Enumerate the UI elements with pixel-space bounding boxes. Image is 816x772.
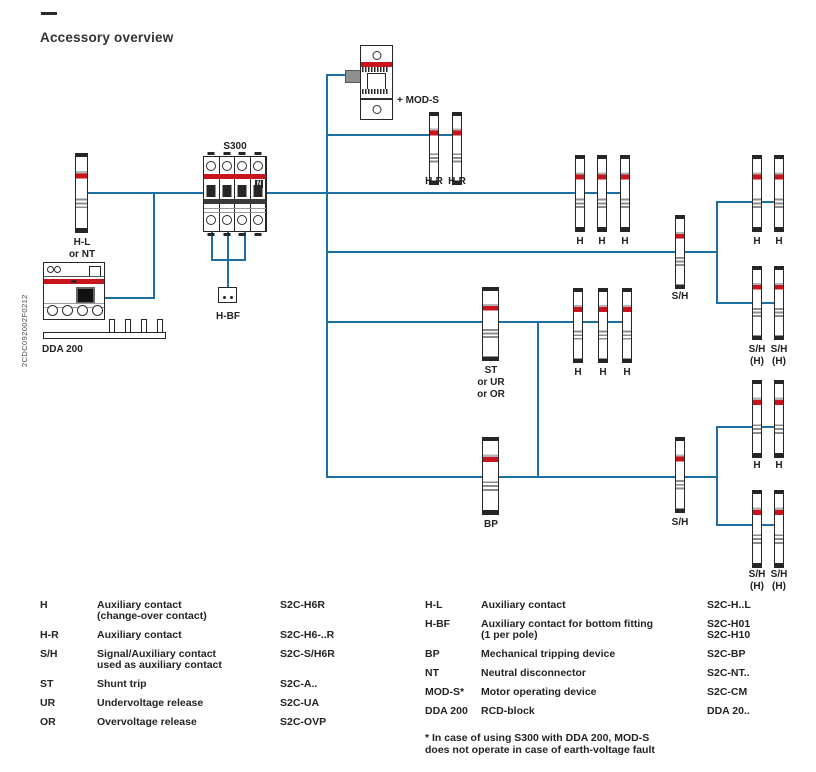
terminal-tab	[239, 233, 246, 236]
legend-code: S2C-H..L	[707, 599, 751, 611]
device-sh-label: S/H	[671, 517, 689, 528]
device-sh-strip	[752, 266, 762, 340]
device-sh-label: S/H	[770, 344, 788, 355]
s300-red-band	[204, 174, 266, 179]
device-h-strip	[774, 155, 784, 232]
device-s300-label: S300	[223, 141, 247, 152]
device-st-sublabel: or UR	[477, 377, 505, 388]
device-h-label: H	[775, 460, 783, 471]
legend-desc: Mechanical tripping device	[481, 648, 616, 660]
device-h-strip	[752, 380, 762, 458]
device-h-strip	[575, 155, 585, 232]
legend-right	[425, 600, 795, 756]
device-st-label: ST	[484, 365, 498, 376]
device-h-label: H	[753, 460, 761, 471]
legend-term: H-BF	[425, 618, 451, 630]
device-h-r-label: H-R	[425, 176, 443, 187]
device-sh-label: S/H	[748, 344, 766, 355]
terminal-tab	[208, 233, 215, 236]
s300-pole-n	[251, 157, 267, 231]
breaker-toggle	[207, 185, 216, 197]
legend-term: H-R	[40, 629, 59, 641]
legend-term: OR	[40, 716, 56, 728]
legend-desc: Auxiliary contact	[97, 599, 182, 611]
legend-desc: (1 per pole)	[481, 629, 538, 641]
terminal-tab	[239, 152, 246, 155]
legend-row	[40, 600, 405, 622]
terminal-screw-icon	[253, 161, 263, 171]
terminal-screw-icon	[237, 215, 247, 225]
terminal-screw-icon	[237, 161, 247, 171]
legend-row	[425, 687, 795, 698]
legend-code: S2C-NT..	[707, 667, 750, 679]
wire-hbf-link	[212, 232, 245, 287]
s300-neutral-marking: N	[256, 181, 262, 187]
busbar-tooth	[141, 319, 147, 333]
device-h-r-strip	[429, 112, 439, 185]
legend-left	[40, 600, 405, 736]
busbar-tooth	[109, 319, 115, 333]
legend-term: H-L	[425, 599, 443, 611]
terminal-screw-icon	[222, 161, 232, 171]
terminal-tab	[254, 152, 261, 155]
indicator-circle-icon	[54, 266, 61, 273]
contact-dot	[223, 296, 226, 299]
s300-groove	[204, 212, 266, 213]
terminal-screw-icon	[253, 215, 263, 225]
device-bp-strip	[482, 437, 499, 515]
legend-row	[425, 649, 795, 660]
legend-code: S2C-BP	[707, 648, 746, 660]
device-h-r-strip	[452, 112, 462, 185]
device-h-strip	[622, 288, 632, 363]
terminal-tab	[223, 233, 230, 236]
legend-term: MOD-S*	[425, 686, 465, 698]
wire-bracket-1	[717, 202, 778, 303]
busbar-tooth	[157, 319, 163, 333]
page-title: Accessory overview	[40, 30, 174, 45]
legend-desc: (change-over contact)	[97, 610, 207, 622]
mods-groove	[361, 98, 392, 100]
device-mod-s-label: + MOD-S	[397, 95, 439, 106]
device-h-label: H	[574, 367, 582, 378]
wire-bracket-2	[717, 427, 778, 525]
legend-code: S2C-A..	[280, 678, 318, 690]
breaker-toggle	[238, 185, 247, 197]
device-h-label: H	[621, 236, 629, 247]
wire-dda-link	[104, 194, 154, 298]
device-h-label: H	[753, 236, 761, 247]
device-st-strip	[482, 287, 499, 361]
footnote-line: * In case of using S300 with DDA 200, MOD-S	[425, 732, 650, 744]
device-h-label: H	[576, 236, 584, 247]
device-bp-label: BP	[484, 519, 498, 530]
legend-row	[40, 679, 405, 690]
dda-mark	[71, 280, 77, 283]
s300-pole-3	[235, 157, 251, 231]
dda-groove	[44, 276, 104, 277]
device-st-sublabel: or OR	[477, 389, 505, 400]
legend-term: UR	[40, 697, 56, 709]
device-h-l-label: H-L	[73, 237, 91, 248]
device-sh-strip	[774, 266, 784, 340]
device-dda200-label: DDA 200	[42, 344, 83, 355]
s300-groove	[204, 208, 266, 209]
device-dda200	[43, 262, 105, 320]
device-mod-s	[360, 45, 393, 120]
device-h-strip	[597, 155, 607, 232]
legend-code: S2C-H6R	[280, 599, 325, 611]
device-sh-label: S/H	[671, 291, 689, 302]
device-sh-sublabel: (H)	[772, 581, 786, 592]
legend-code: S2C-S/H6R	[280, 648, 335, 660]
device-sh-strip	[752, 490, 762, 568]
device-sh-label: S/H	[748, 569, 766, 580]
legend-row	[425, 600, 795, 611]
legend-row	[40, 649, 405, 671]
legend-term: DDA 200	[425, 705, 468, 717]
legend-term: H	[40, 599, 48, 611]
legend-term: BP	[425, 648, 440, 660]
device-h-bf	[218, 287, 237, 303]
device-h-r-label: H-R	[448, 176, 466, 187]
legend-code: S2C-UA	[280, 697, 320, 709]
device-h-strip	[573, 288, 583, 363]
legend-code: S2C-CM	[707, 686, 748, 698]
device-sh-sublabel: (H)	[750, 356, 764, 367]
legend-desc: Shunt trip	[97, 678, 147, 690]
legend-row	[425, 619, 795, 641]
device-h-label: H	[623, 367, 631, 378]
legend-code: S2C-H01	[707, 618, 751, 630]
legend-desc: used as auxiliary contact	[97, 659, 222, 671]
legend-row	[425, 668, 795, 679]
legend-desc: Signal/Auxiliary contact	[97, 648, 217, 660]
device-sh-strip	[774, 490, 784, 568]
breaker-toggle	[222, 185, 231, 197]
legend-code: S2C-OVP	[280, 716, 327, 728]
legend-desc: Auxiliary contact for bottom fitting	[481, 618, 654, 630]
legend-term: ST	[40, 678, 54, 690]
s300-pole-1	[204, 157, 220, 231]
device-h-strip	[752, 155, 762, 232]
device-h-bf-label: H-BF	[216, 311, 240, 322]
mods-hatch	[362, 67, 388, 72]
mods-hatch	[362, 89, 388, 94]
mods-coupling-tab	[345, 70, 361, 83]
contact-dot	[230, 296, 233, 299]
legend-code: S2C-H6-..R	[280, 629, 335, 641]
legend-desc: Overvoltage release	[97, 716, 197, 728]
busbar-base	[43, 332, 166, 339]
s300-pole-2	[220, 157, 236, 231]
legend-desc: RCD-block	[481, 705, 535, 717]
device-h-strip	[774, 380, 784, 458]
dda-groove	[44, 303, 104, 304]
s300-lock-band	[204, 199, 266, 204]
device-h-label: H	[598, 236, 606, 247]
device-sh-strip	[675, 215, 685, 289]
device-sh-sublabel: (H)	[772, 356, 786, 367]
device-sh-sublabel: (H)	[750, 581, 764, 592]
screw-circle-icon	[372, 51, 381, 60]
legend-desc: Motor operating device	[481, 686, 597, 698]
device-s300-breaker	[203, 156, 267, 232]
terminal-screw-icon	[62, 305, 73, 316]
terminal-screw-icon	[77, 305, 88, 316]
legend-desc: Auxiliary contact	[481, 599, 566, 611]
device-h-strip	[620, 155, 630, 232]
busbar-tooth	[125, 319, 131, 333]
device-sh-label: S/H	[770, 569, 788, 580]
footnote-line: does not operate in case of earth-voltage fault	[425, 744, 655, 756]
device-h-l-strip	[75, 153, 88, 233]
legend-code: S2C-H10	[707, 629, 751, 641]
terminal-tab	[223, 152, 230, 155]
legend-code: DDA 20..	[707, 705, 750, 717]
terminal-tab	[208, 152, 215, 155]
terminal-screw-icon	[92, 305, 103, 316]
legend-desc: Auxiliary contact	[97, 629, 182, 641]
dda-test-button	[76, 287, 95, 304]
terminal-screw-icon	[206, 215, 216, 225]
device-h-label: H	[775, 236, 783, 247]
device-h-l-sublabel: or NT	[68, 249, 96, 260]
terminal-screw-icon	[206, 161, 216, 171]
terminal-tab	[254, 233, 261, 236]
terminal-screw-icon	[47, 305, 58, 316]
legend-row	[40, 698, 405, 709]
legend-footnote	[425, 732, 795, 756]
legend-row	[40, 717, 405, 728]
device-h-strip	[598, 288, 608, 363]
document-reference: 2CDC092002F0212	[20, 294, 29, 367]
terminal-screw-icon	[222, 215, 232, 225]
legend-row	[425, 706, 795, 717]
legend-desc: Neutral disconnector	[481, 667, 587, 679]
legend-term: NT	[425, 667, 439, 679]
legend-row	[40, 630, 405, 641]
screw-circle-icon	[372, 105, 381, 114]
device-h-label: H	[599, 367, 607, 378]
device-sh-strip	[675, 437, 685, 513]
legend-term: S/H	[40, 648, 58, 660]
indicator-circle-icon	[47, 266, 54, 273]
legend-desc: Undervoltage release	[97, 697, 204, 709]
